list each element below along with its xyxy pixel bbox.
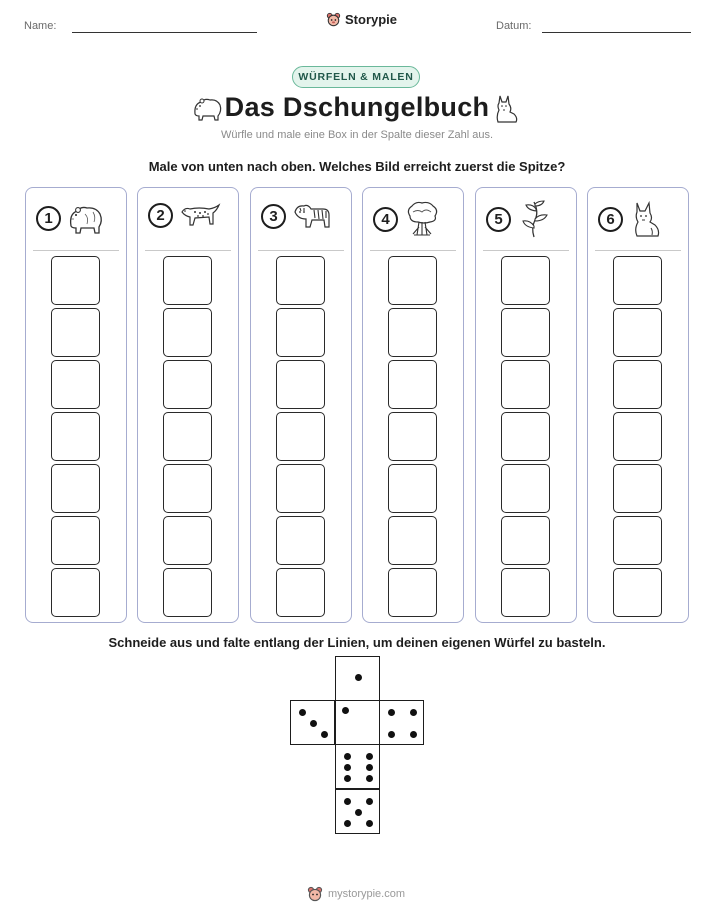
- color-box[interactable]: [388, 516, 437, 565]
- color-box[interactable]: [388, 412, 437, 461]
- die-pip: [344, 820, 351, 827]
- brand-name: Storypie: [345, 12, 398, 27]
- die-pip: [355, 809, 362, 816]
- column-divider: [33, 250, 119, 251]
- die-face-center[interactable]: [335, 700, 380, 745]
- storypie-logo-icon: [326, 12, 341, 27]
- dice-columns: [25, 187, 690, 623]
- die-pip: [342, 707, 349, 714]
- page-subtitle: Würfle und male eine Box in der Spalte dieser Zahl aus.: [220, 129, 494, 141]
- die-pip: [366, 820, 373, 827]
- color-box[interactable]: [163, 256, 212, 305]
- die-face-bottom[interactable]: [335, 789, 380, 834]
- column-number: 2: [148, 203, 173, 228]
- column-6: [587, 187, 689, 623]
- page-title: Das Dschungelbuch: [224, 92, 490, 122]
- column-divider: [483, 250, 569, 251]
- wolf-icon: [490, 92, 520, 129]
- date-line[interactable]: [542, 32, 691, 33]
- footer: [307, 886, 405, 902]
- die-pip: [344, 764, 351, 771]
- die-pip: [388, 731, 395, 738]
- color-box[interactable]: [276, 464, 325, 513]
- category-badge: WÜRFELN & MALEN: [292, 66, 420, 88]
- color-box[interactable]: [388, 256, 437, 305]
- storypie-logo-icon: [307, 886, 323, 902]
- column-number: 5: [486, 207, 511, 232]
- color-box[interactable]: [276, 360, 325, 409]
- tiger-icon: [292, 200, 332, 232]
- leopard-icon: [179, 200, 223, 230]
- column-header: [486, 200, 551, 238]
- color-box[interactable]: [276, 568, 325, 617]
- die-face-right[interactable]: [379, 700, 424, 745]
- color-box[interactable]: [276, 412, 325, 461]
- color-box[interactable]: [388, 568, 437, 617]
- color-box[interactable]: [501, 412, 550, 461]
- brand-logo: [326, 12, 397, 27]
- die-pip: [410, 731, 417, 738]
- die-pip: [299, 709, 306, 716]
- column-divider: [258, 250, 344, 251]
- column-divider: [145, 250, 231, 251]
- name-line[interactable]: [72, 32, 257, 33]
- color-box[interactable]: [613, 568, 662, 617]
- color-box[interactable]: [51, 256, 100, 305]
- color-box[interactable]: [51, 516, 100, 565]
- die-pip: [366, 798, 373, 805]
- die-face-top[interactable]: [335, 656, 380, 701]
- die-pip: [344, 775, 351, 782]
- color-box[interactable]: [276, 516, 325, 565]
- column-header: [36, 200, 107, 236]
- column-header: [148, 200, 223, 230]
- column-2: [137, 187, 239, 623]
- die-pip: [366, 753, 373, 760]
- color-box[interactable]: [163, 360, 212, 409]
- color-box[interactable]: [276, 256, 325, 305]
- column-3: [250, 187, 352, 623]
- die-pip: [366, 764, 373, 771]
- color-box[interactable]: [613, 516, 662, 565]
- color-box[interactable]: [501, 516, 550, 565]
- column-4: [362, 187, 464, 623]
- color-box[interactable]: [51, 412, 100, 461]
- color-box[interactable]: [501, 568, 550, 617]
- color-box[interactable]: [613, 464, 662, 513]
- color-box[interactable]: [51, 308, 100, 357]
- color-box[interactable]: [501, 256, 550, 305]
- footer-url[interactable]: mystorypie.com: [328, 888, 406, 900]
- color-box[interactable]: [163, 308, 212, 357]
- die-pip: [344, 798, 351, 805]
- color-box[interactable]: [388, 308, 437, 357]
- column-header: [261, 200, 332, 232]
- column-divider: [595, 250, 681, 251]
- color-box[interactable]: [613, 256, 662, 305]
- column-header: [373, 200, 440, 238]
- die-pip: [355, 674, 362, 681]
- wolf-icon: [629, 200, 663, 238]
- instruction-bottom: Schneide aus und falte entlang der Linien, um deinen eigenen Würfel zu basteln.: [108, 635, 606, 650]
- column-divider: [370, 250, 456, 251]
- color-box[interactable]: [613, 308, 662, 357]
- color-box[interactable]: [276, 308, 325, 357]
- die-pip: [321, 731, 328, 738]
- die-pip: [410, 709, 417, 716]
- color-box[interactable]: [163, 516, 212, 565]
- color-box[interactable]: [501, 308, 550, 357]
- color-box[interactable]: [613, 412, 662, 461]
- column-1: [25, 187, 127, 623]
- column-number: 4: [373, 207, 398, 232]
- color-box[interactable]: [388, 360, 437, 409]
- instruction-top: Male von unten nach oben. Welches Bild erreicht zuerst die Spitze?: [148, 159, 566, 174]
- bear-icon: [67, 200, 107, 236]
- column-header: [598, 200, 663, 238]
- vine-icon: [517, 200, 551, 238]
- color-box[interactable]: [501, 360, 550, 409]
- die-pip: [344, 753, 351, 760]
- color-box[interactable]: [163, 464, 212, 513]
- die-pip: [388, 709, 395, 716]
- column-number: 1: [36, 206, 61, 231]
- color-box[interactable]: [388, 464, 437, 513]
- color-box[interactable]: [613, 360, 662, 409]
- die-pip: [366, 775, 373, 782]
- color-box[interactable]: [51, 464, 100, 513]
- die-face-lower[interactable]: [335, 744, 380, 789]
- color-box[interactable]: [501, 464, 550, 513]
- date-label: Datum:: [496, 20, 532, 32]
- tree-icon: [404, 200, 440, 238]
- color-box[interactable]: [163, 412, 212, 461]
- die-face-left[interactable]: [290, 700, 335, 745]
- name-label: Name:: [24, 20, 57, 32]
- column-5: [475, 187, 577, 623]
- column-number: 6: [598, 207, 623, 232]
- color-box[interactable]: [51, 360, 100, 409]
- color-box[interactable]: [163, 568, 212, 617]
- column-number: 3: [261, 204, 286, 229]
- die-pip: [310, 720, 317, 727]
- color-box[interactable]: [51, 568, 100, 617]
